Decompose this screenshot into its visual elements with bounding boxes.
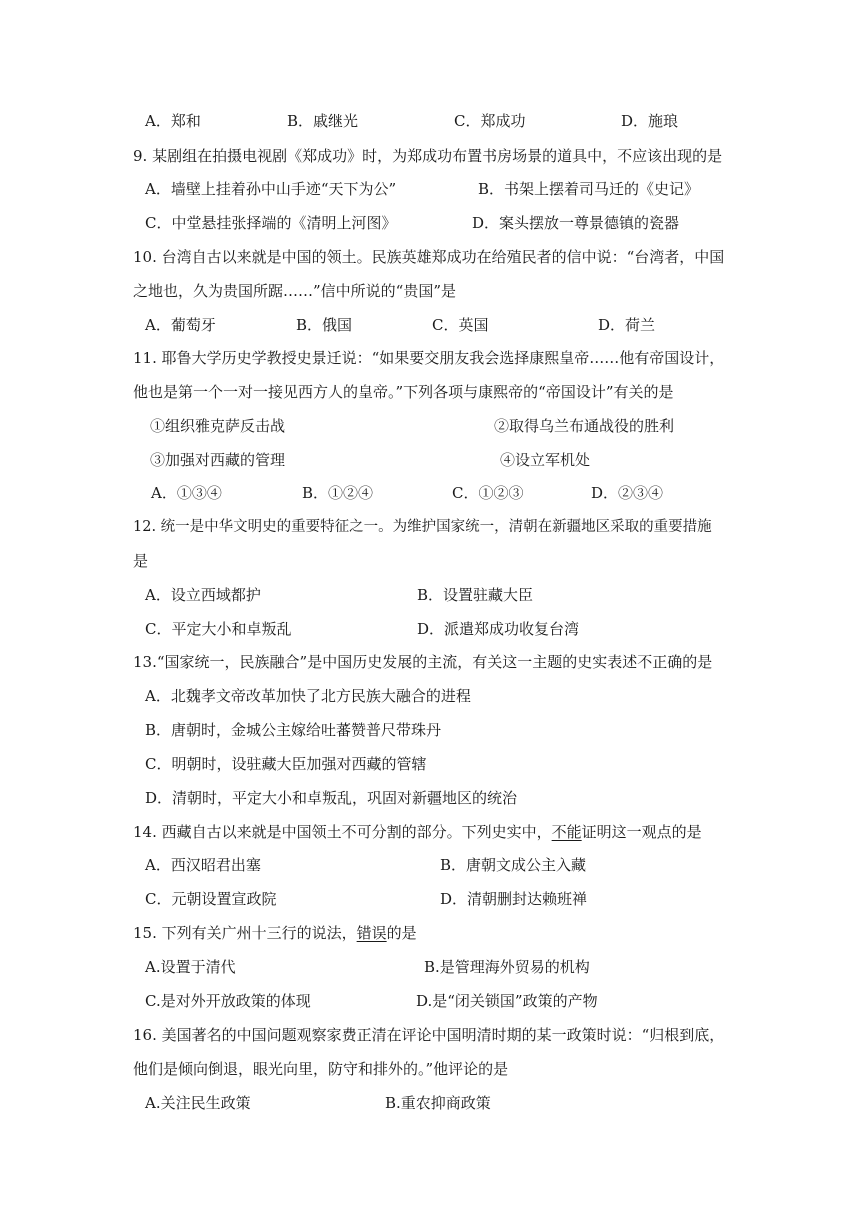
q9-option-a: A．墙壁上挂着孙中山手迹“天下为公” (145, 180, 397, 198)
q16-option-b: B.重农抑商政策 (385, 1094, 491, 1112)
q14-stem-emphasis: 不能 (551, 823, 582, 841)
q13-option-b: B．唐朝时，金城公主嫁给吐蕃赞普尺带珠丹 (145, 721, 442, 739)
q12-stem-line2: 是 (133, 552, 149, 570)
q16-option-a: A.关注民生政策 (145, 1094, 251, 1112)
q8-option-a: A．郑和 (145, 112, 201, 130)
q16-stem-line1: 16. 美国著名的中国问题观察家费正清在评论中国明清时期的某一政策时说：“归根到底， (133, 1026, 725, 1044)
q15-stem-emphasis: 错误 (356, 924, 387, 942)
q12-option-a: A．设立西域都护 (145, 586, 261, 604)
q10-option-d: D．荷兰 (598, 316, 656, 334)
q14-stem-post: 证明这一观点的是 (581, 823, 702, 841)
q11-option-c: C．①②③ (452, 484, 524, 502)
q11-stem-line1: 11. 耶鲁大学历史学教授史景迁说：“如果要交朋友我会选择康熙皇帝……他有帝国设计， (133, 349, 725, 367)
q10-option-c: C．英国 (432, 316, 489, 334)
q11-item-1: ①组织雅克萨反击战 (150, 417, 286, 435)
q10-option-a: A．葡萄牙 (145, 316, 216, 334)
q13-option-a: A．北魏孝文帝改革加快了北方民族大融合的进程 (145, 687, 471, 705)
q9-option-b: B．书架上摆着司马迁的《史记》 (478, 180, 700, 198)
q16-stem-line2: 他们是倾向倒退，眼光向里，防守和排外的。”他评论的是 (133, 1060, 509, 1078)
q12-stem-line1: 12. 统一是中华文明史的重要特征之一。为维护国家统一，清朝在新疆地区采取的重要措施 (133, 519, 712, 535)
q11-item-3: ③加强对西藏的管理 (150, 451, 286, 469)
q13-stem: 13.“国家统一，民族融合”是中国历史发展的主流，有关这一主题的史实表述不正确的是 (133, 653, 713, 671)
q15-stem-pre: 15. 下列有关广州十三行的说法， (133, 924, 357, 942)
q12-option-d: D．派遣郑成功收复台湾 (417, 620, 580, 638)
q15-stem (133, 923, 417, 943)
q11-stem-line2: 他也是第一个一对一接见西方人的皇帝。”下列各项与康熙帝的“帝国设计”有关的是 (133, 383, 674, 401)
q13-option-c: C．明朝时，设驻藏大臣加强对西藏的管辖 (145, 755, 427, 773)
q15-option-c: C.是对外开放政策的体现 (145, 992, 311, 1010)
q11-option-b: B．①②④ (302, 484, 374, 502)
q14-option-a: A．西汉昭君出塞 (145, 856, 261, 874)
q8-option-d: D．施琅 (621, 112, 679, 130)
q15-stem-post: 的是 (386, 924, 417, 942)
q15-option-a: A.设置于清代 (145, 958, 236, 976)
q9-stem: 9. 某剧组在拍摄电视剧《郑成功》时，为郑成功布置书房场景的道具中，不应该出现的是 (133, 147, 723, 165)
q11-option-d: D．②③④ (591, 484, 664, 502)
q11-item-2: ②取得乌兰布通战役的胜利 (494, 417, 675, 435)
q8-option-c: C．郑成功 (454, 112, 526, 130)
q12-option-b: B．设置驻藏大臣 (417, 586, 534, 604)
q14-stem (133, 822, 702, 842)
q9-option-d: D．案头摆放一尊景德镇的瓷器 (472, 214, 680, 232)
q10-stem-line1: 10. 台湾自古以来就是中国的领土。民族英雄郑成功在给殖民者的信中说：“台湾者，中国 (133, 248, 725, 266)
q14-option-b: B．唐朝文成公主入藏 (440, 856, 587, 874)
q15-option-b: B.是管理海外贸易的机构 (424, 958, 590, 976)
q8-option-b: B．戚继光 (287, 112, 359, 130)
q10-option-b: B．俄国 (296, 316, 353, 334)
q9-option-c: C．中堂悬挂张择端的《清明上河图》 (145, 214, 397, 232)
q15-option-d: D.是“闭关锁国”政策的产物 (416, 992, 598, 1010)
q12-option-c: C．平定大小和卓叛乱 (145, 620, 292, 638)
q14-stem-pre: 14. 西藏自古以来就是中国领土不可分割的部分。下列史实中， (133, 823, 552, 841)
q14-option-c: C．元朝设置宣政院 (145, 890, 277, 908)
q11-item-4: ④设立军机处 (500, 451, 591, 469)
q13-option-d: D．清朝时，平定大小和卓叛乱，巩固对新疆地区的统治 (145, 789, 518, 807)
q14-option-d: D．清朝删封达赖班禅 (440, 890, 588, 908)
q10-stem-line2: 之地也，久为贵国所踞……”信中所说的“贵国”是 (133, 282, 457, 300)
q11-option-a: A．①③④ (151, 484, 222, 502)
